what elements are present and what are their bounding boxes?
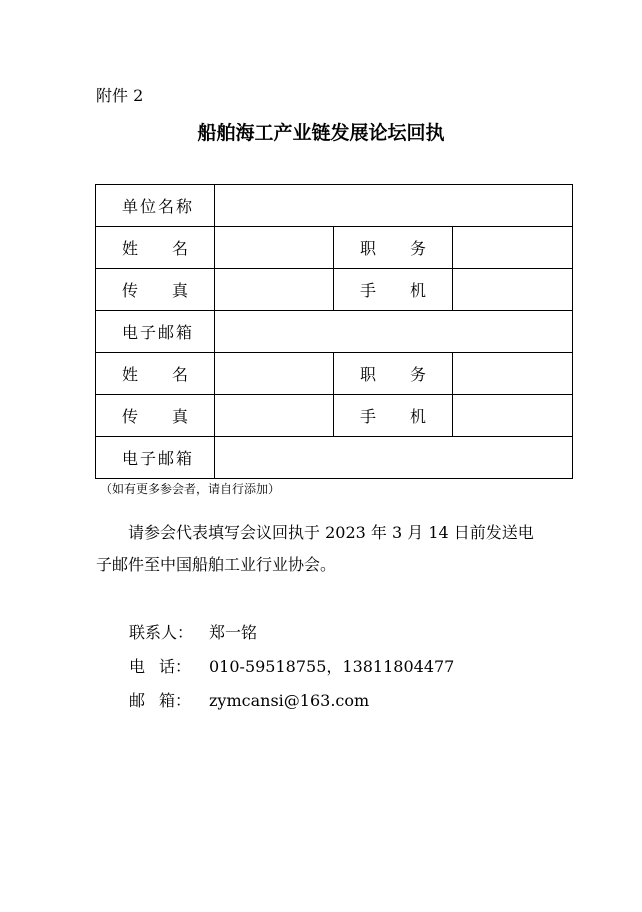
position-label-char: 务 (409, 365, 426, 384)
fax-label-char: 真 (171, 281, 188, 300)
name-label-cell (96, 353, 215, 395)
email-label-char: 子 (140, 449, 159, 468)
contact-email-line (129, 690, 369, 712)
table-row (96, 353, 573, 395)
position-field[interactable] (453, 353, 573, 395)
unit-name-field[interactable] (215, 185, 573, 227)
table-row (96, 227, 573, 269)
contact-phone-label-char: 话： (158, 657, 191, 676)
name-label-char: 姓 (122, 365, 139, 384)
name-label-char: 名 (171, 239, 188, 258)
mobile-label-char: 手 (360, 281, 377, 300)
name-field[interactable] (215, 353, 334, 395)
unit-name-char: 单 (122, 197, 141, 216)
fax-field[interactable] (215, 269, 334, 311)
mobile-label-char: 手 (360, 407, 377, 426)
attachment-label: 附件 2 (96, 86, 144, 105)
email-label-char: 邮 (158, 449, 177, 468)
instruction-paragraph: 请参会代表填写会议回执于 2023 年 3 月 14 日前发送电子邮件至中国船舶工业行业协会。 (96, 523, 534, 574)
table-note: （如有更多参会者，请自行添加） (100, 482, 281, 496)
email-label-cell (96, 437, 215, 479)
email-label-char: 邮 (158, 323, 177, 342)
fax-label-cell (96, 395, 215, 437)
contact-email-value[interactable]: zymcansi@163.com (209, 691, 370, 710)
email-field[interactable] (215, 311, 573, 353)
contact-email-label-char: 箱： (158, 691, 191, 710)
unit-name-char: 名 (158, 197, 177, 216)
mobile-label-char: 机 (409, 407, 426, 426)
mobile-field[interactable] (453, 395, 573, 437)
email-label-char: 电 (122, 323, 141, 342)
page-title: 船舶海工产业链发展论坛回执 (197, 122, 445, 144)
unit-name-char: 称 (176, 197, 195, 216)
email-label-cell (96, 311, 215, 353)
contact-phone-line (129, 656, 454, 678)
fax-label-char: 真 (171, 407, 188, 426)
email-field[interactable] (215, 437, 573, 479)
contact-phone-label (129, 656, 191, 678)
position-label-cell (334, 227, 453, 269)
fax-field[interactable] (215, 395, 334, 437)
table-row (96, 311, 573, 353)
position-label-char: 务 (409, 239, 426, 258)
email-label-char: 子 (140, 323, 159, 342)
mobile-label-cell (334, 395, 453, 437)
contact-person-line (129, 622, 257, 644)
contact-phone-value: 010-59518755，13811804477 (209, 657, 455, 676)
unit-name-char: 位 (140, 197, 159, 216)
email-label-char: 箱 (176, 323, 195, 342)
position-field[interactable] (453, 227, 573, 269)
position-label-char: 职 (360, 239, 377, 258)
fax-label-char: 传 (122, 407, 139, 426)
unit-name-label-cell (96, 185, 215, 227)
email-label-char: 电 (122, 449, 141, 468)
position-label-char: 职 (360, 365, 377, 384)
table-row (96, 269, 573, 311)
contact-email-label (129, 690, 191, 712)
table-row (96, 185, 573, 227)
name-label-char: 名 (171, 365, 188, 384)
name-label-cell (96, 227, 215, 269)
contact-email-label-char: 邮 (129, 691, 146, 710)
email-label-char: 箱 (176, 449, 195, 468)
contact-phone-label-char: 电 (129, 657, 146, 676)
name-label-char: 姓 (122, 239, 139, 258)
mobile-label-cell (334, 269, 453, 311)
table-row (96, 437, 573, 479)
fax-label-char: 传 (122, 281, 139, 300)
mobile-field[interactable] (453, 269, 573, 311)
name-field[interactable] (215, 227, 334, 269)
table-row (96, 395, 573, 437)
contact-person-value: 郑一铭 (209, 623, 258, 642)
contact-person-label: 联系人： (129, 623, 194, 642)
mobile-label-char: 机 (409, 281, 426, 300)
reply-form-table (95, 184, 573, 479)
position-label-cell (334, 353, 453, 395)
fax-label-cell (96, 269, 215, 311)
